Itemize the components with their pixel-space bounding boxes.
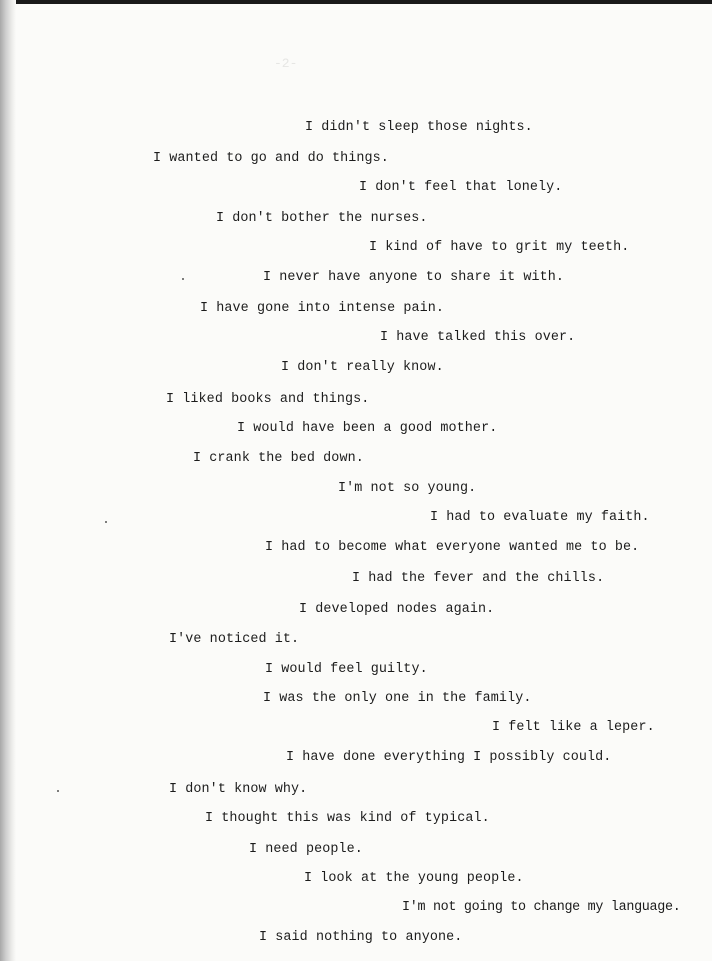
poem-line: I liked books and things. [166,392,370,407]
poem-line: I would have been a good mother. [237,421,498,436]
poem-line: I would feel guilty. [265,662,428,677]
poem-line: I don't know why. [169,782,308,797]
poem-line: I have done everything I possibly could. [286,750,612,765]
poem-line: I never have anyone to share it with. [263,270,565,285]
paper-speck [57,790,59,792]
poem-line: I've noticed it. [169,632,300,647]
poem-line: I look at the young people. [304,871,524,886]
poem-line: I don't bother the nurses. [216,211,428,226]
poem-line: I'm not so young. [338,481,477,496]
poem-line: I felt like a leper. [492,720,655,735]
poem-line: I kind of have to grit my teeth. [369,240,630,255]
poem-line: I was the only one in the family. [263,691,532,706]
poem-line: I don't really know. [281,360,444,375]
poem-line: I had the fever and the chills. [352,571,605,586]
poem-line: I didn't sleep those nights. [305,120,533,135]
poem-line: I wanted to go and do things. [153,151,389,166]
paper-speck [182,278,184,280]
poem-line: I'm not going to change my language. [402,900,681,915]
page-binding-shadow [0,0,16,961]
poem-line: I said nothing to anyone. [259,930,463,945]
page-number: -2- [274,56,298,71]
page-top-edge [0,0,712,4]
poem-line: I have talked this over. [380,330,576,345]
poem-line: I don't feel that lonely. [359,180,563,195]
poem-line: I had to evaluate my faith. [430,510,650,525]
paper-speck [105,521,107,523]
poem-line: I thought this was kind of typical. [205,811,490,826]
poem-line: I have gone into intense pain. [200,301,445,316]
poem-line: I crank the bed down. [193,451,364,466]
poem-line: I need people. [249,842,363,857]
poem-line: I developed nodes again. [299,602,495,617]
poem-line: I had to become what everyone wanted me to be. [265,540,640,555]
